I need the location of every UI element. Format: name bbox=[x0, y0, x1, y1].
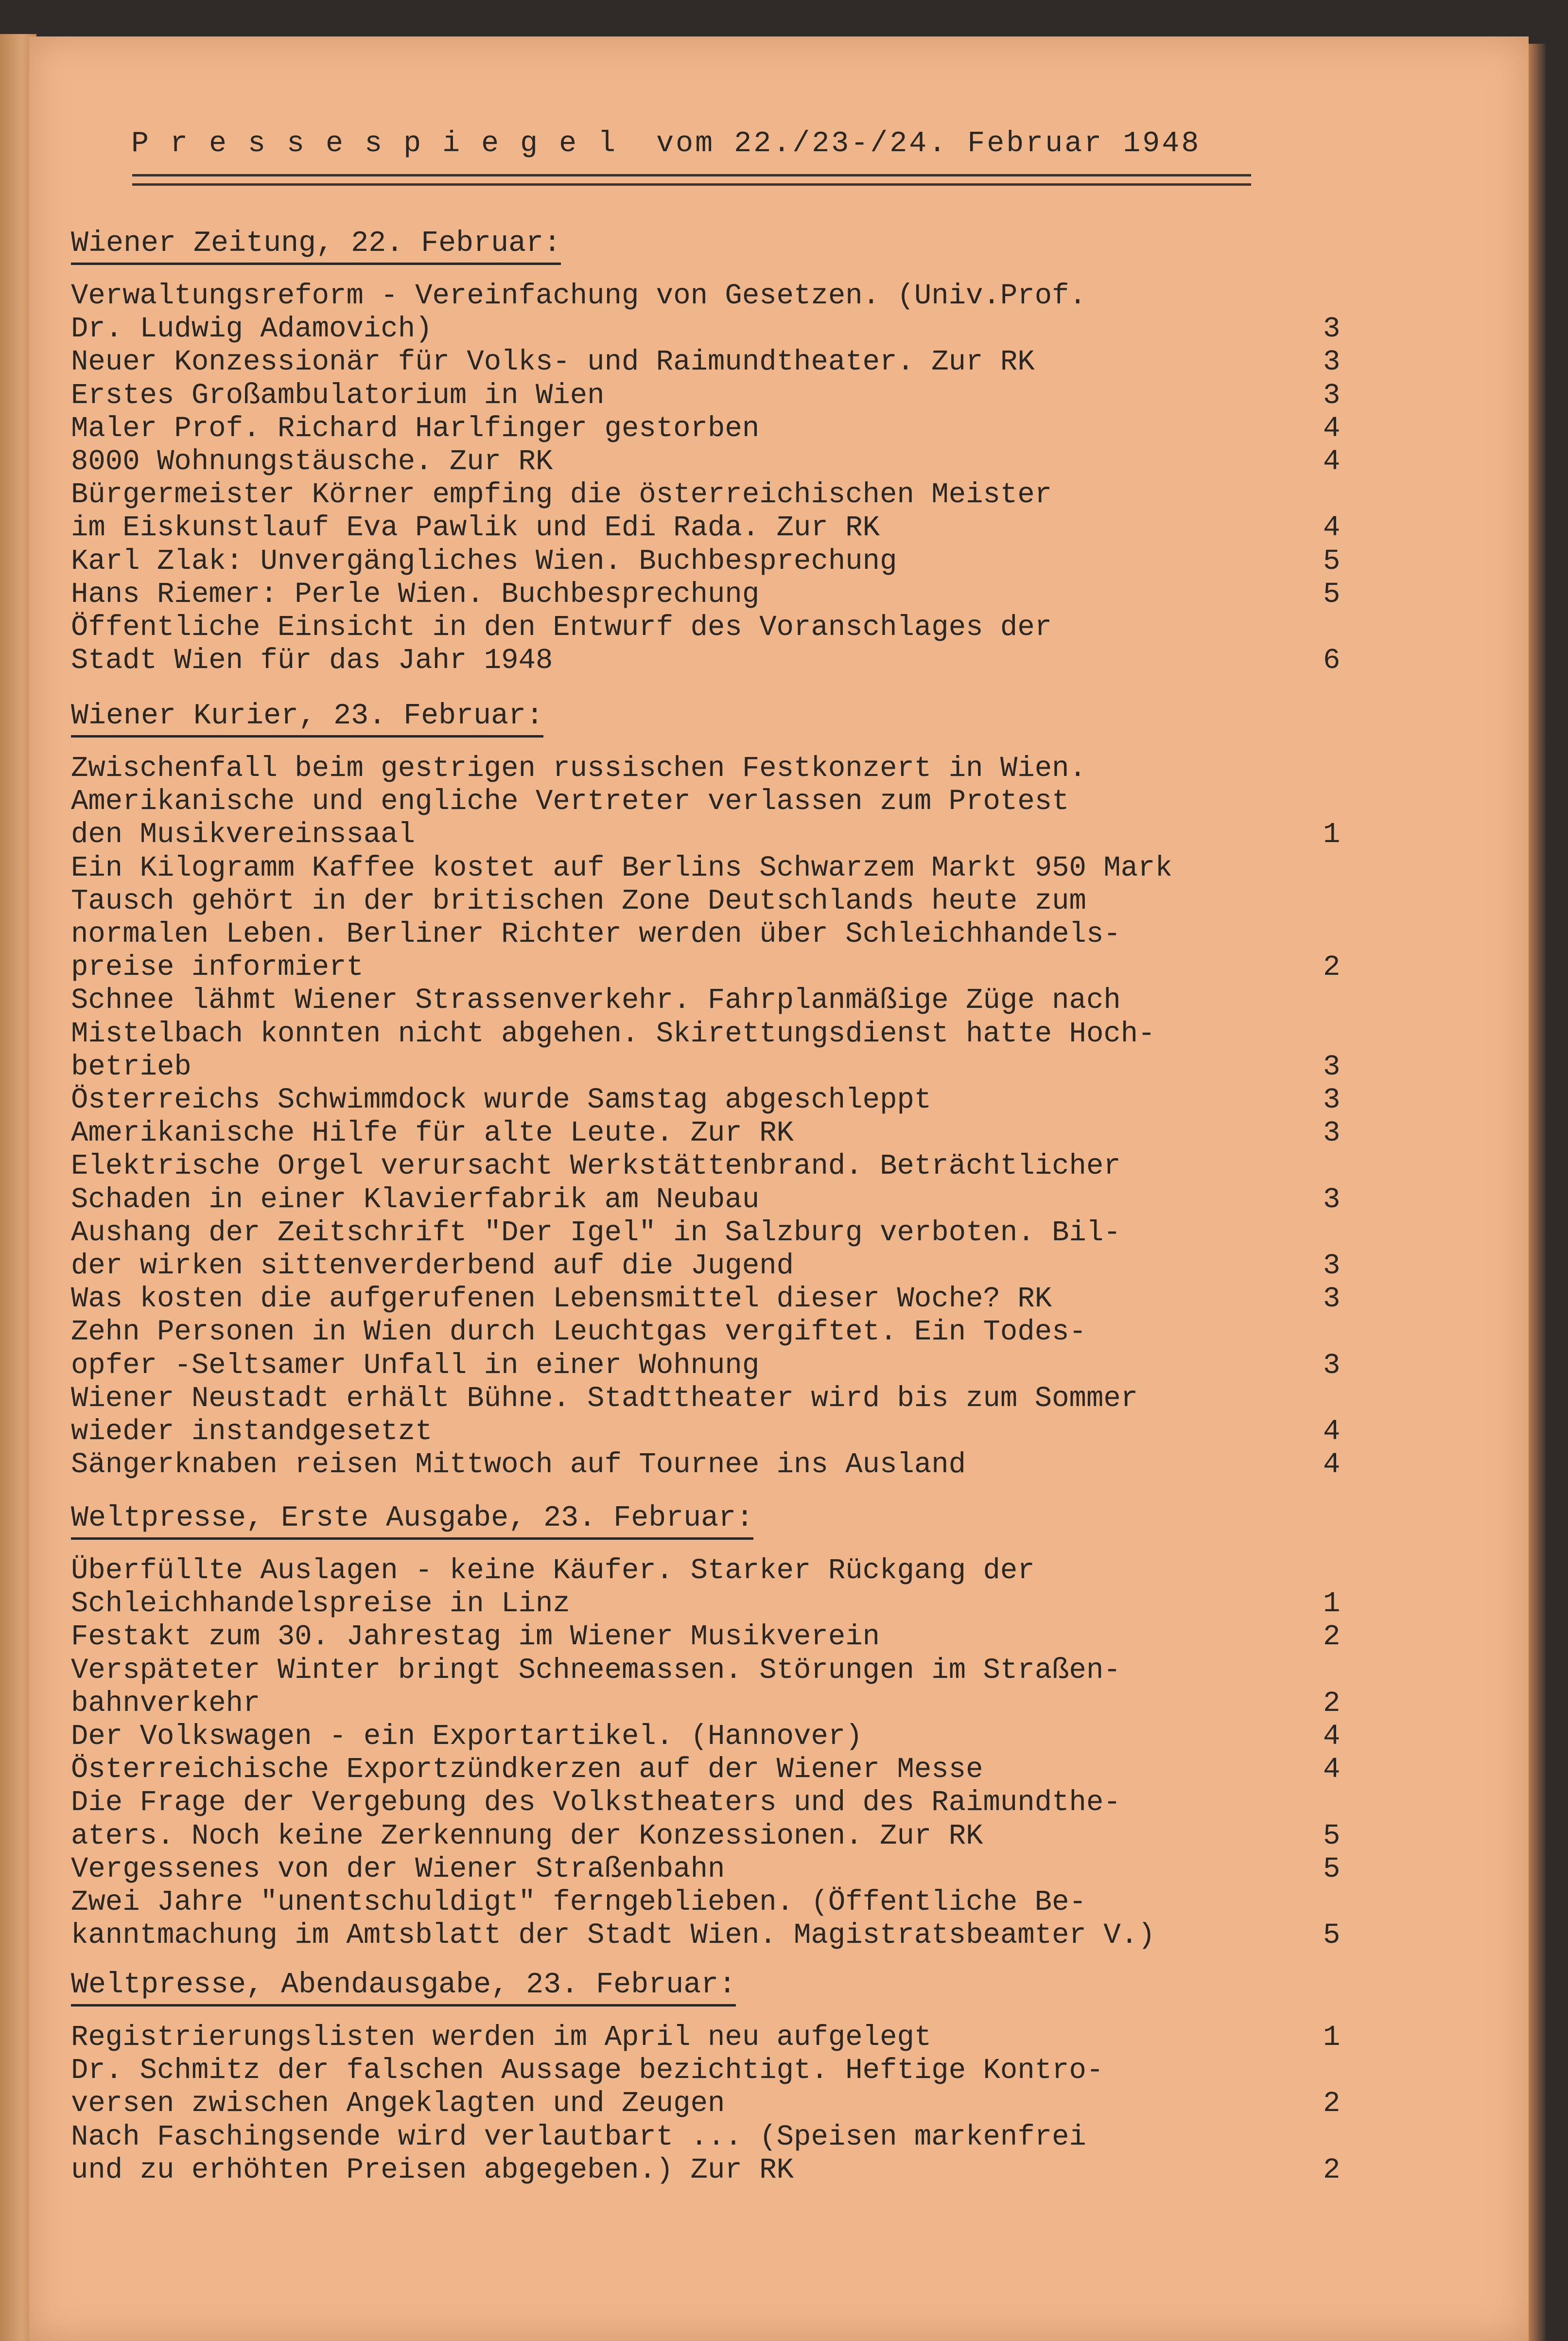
entry-line: Was kosten die aufgerufenen Lebensmittel dieser Woche? RK bbox=[71, 1283, 1052, 1315]
page-number: 4 bbox=[1323, 1415, 1341, 1448]
page-number: 4 bbox=[1323, 445, 1341, 478]
entry-line: Österreichs Schwimmdock wurde Samstag abgeschleppt bbox=[71, 1084, 932, 1116]
page-number: 4 bbox=[1323, 511, 1341, 544]
entry-line: Tausch gehört in der britischen Zone Deutschlands heute zum bbox=[71, 885, 1086, 917]
page-number: 5 bbox=[1323, 578, 1341, 611]
page-number: 1 bbox=[1323, 818, 1341, 851]
entry-line: Verwaltungsreform - Vereinfachung von Gesetzen. (Univ.Prof. bbox=[71, 280, 1086, 312]
entry-line: wieder instandgesetzt bbox=[71, 1415, 433, 1448]
page-number: 3 bbox=[1323, 1051, 1341, 1083]
entry-line: Dr. Ludwig Adamovich) bbox=[71, 313, 433, 345]
entry-line: Die Frage der Vergebung des Volkstheaters und des Raimundthe- bbox=[71, 1786, 1121, 1819]
page-number: 6 bbox=[1323, 644, 1341, 677]
page-number: 2 bbox=[1323, 951, 1341, 984]
page-number: 2 bbox=[1323, 2087, 1341, 2120]
entry-line: den Musikvereinssaal bbox=[71, 818, 416, 851]
entry-line: kanntmachung im Amtsblatt der Stadt Wien. Magistratsbeamter V.) bbox=[71, 1919, 1155, 1952]
page-number: 3 bbox=[1323, 1250, 1341, 1282]
entry-line: Sängerknaben reisen Mittwoch auf Tournee ins Ausland bbox=[71, 1448, 966, 1481]
entry-line: Vergessenes von der Wiener Straßenbahn bbox=[71, 1853, 725, 1885]
page-number: 2 bbox=[1323, 1620, 1341, 1653]
entry-line: Schleichhandelspreise in Linz bbox=[71, 1587, 570, 1620]
entry-line: Wiener Neustadt erhält Bühne. Stadttheater wird bis zum Sommer bbox=[71, 1382, 1138, 1415]
page-number: 4 bbox=[1323, 1448, 1341, 1481]
entry-line: Österreichische Exportzündkerzen auf der Wiener Messe bbox=[71, 1753, 983, 1786]
entry-line: preise informiert bbox=[71, 951, 364, 984]
title-double-rule bbox=[132, 174, 1251, 186]
page-number: 3 bbox=[1323, 1183, 1341, 1216]
page-number: 3 bbox=[1323, 1349, 1341, 1382]
entry-line: 8000 Wohnungstäusche. Zur RK bbox=[71, 445, 553, 478]
page-number: 3 bbox=[1323, 346, 1341, 378]
page-title: P r e s s e s p i e g e l vom 22./23-/24. Februar 1948 bbox=[131, 127, 1201, 160]
entry-line: Hans Riemer: Perle Wien. Buchbesprechung bbox=[71, 578, 760, 611]
section-title: Wiener Zeitung, 22. Februar: bbox=[71, 228, 561, 265]
section-title: Weltpresse, Erste Ausgabe, 23. Februar: bbox=[71, 1502, 753, 1540]
entry-line: Festakt zum 30. Jahrestag im Wiener Musikverein bbox=[71, 1620, 880, 1653]
entry-line: Bürgermeister Körner empfing die österreichischen Meister bbox=[71, 478, 1052, 511]
entry-line: opfer -Seltsamer Unfall in einer Wohnung bbox=[71, 1349, 760, 1382]
page-number: 2 bbox=[1323, 1687, 1341, 1720]
page-number: 5 bbox=[1323, 1820, 1341, 1852]
entry-line: Zwischenfall beim gestrigen russischen Festkonzert in Wien. bbox=[71, 752, 1086, 785]
entry-line: normalen Leben. Berliner Richter werden über Schleichhandels- bbox=[71, 918, 1121, 950]
entry-line: Verspäteter Winter bringt Schneemassen. Störungen im Straßen- bbox=[71, 1654, 1121, 1687]
entry-line: Amerikanische Hilfe für alte Leute. Zur RK bbox=[71, 1117, 794, 1149]
entry-line: Überfüllte Auslagen - keine Käufer. Starker Rückgang der bbox=[71, 1554, 1035, 1587]
page-number: 4 bbox=[1323, 1720, 1341, 1753]
entry-line: bahnverkehr bbox=[71, 1687, 261, 1720]
page-number: 3 bbox=[1323, 1117, 1341, 1149]
entry-line: Zehn Personen in Wien durch Leuchtgas vergiftet. Ein Todes- bbox=[71, 1316, 1086, 1348]
entry-line: Erstes Großambulatorium in Wien bbox=[71, 379, 605, 412]
entry-line: Zwei Jahre "unentschuldigt" ferngeblieben. (Öffentliche Be- bbox=[71, 1886, 1086, 1919]
entry-line: Dr. Schmitz der falschen Aussage bezichtigt. Heftige Kontro- bbox=[71, 2054, 1104, 2087]
entry-line: der wirken sittenverderbend auf die Jugend bbox=[71, 1250, 794, 1282]
entry-line: Elektrische Orgel verursacht Werkstättenbrand. Beträchtlicher bbox=[71, 1150, 1121, 1182]
entry-line: Der Volkswagen - ein Exportartikel. (Hannover) bbox=[71, 1720, 863, 1753]
entry-line: aters. Noch keine Zerkennung der Konzessionen. Zur RK bbox=[71, 1820, 983, 1852]
entry-line: Schnee lähmt Wiener Strassenverkehr. Fahrplanmäßige Züge nach bbox=[71, 984, 1121, 1017]
entry-line: Nach Faschingsende wird verlautbart ... (Speisen markenfrei bbox=[71, 2121, 1086, 2153]
section-title: Wiener Kurier, 23. Februar: bbox=[71, 700, 543, 738]
entry-line: versen zwischen Angeklagten und Zeugen bbox=[71, 2087, 725, 2120]
entry-line: Aushang der Zeitschrift "Der Igel" in Salzburg verboten. Bil- bbox=[71, 1216, 1121, 1249]
page-number: 4 bbox=[1323, 412, 1341, 445]
entry-line: betrieb bbox=[71, 1051, 192, 1083]
page-number: 4 bbox=[1323, 1753, 1341, 1786]
entry-line: im Eiskunstlauf Eva Pawlik und Edi Rada. Zur RK bbox=[71, 511, 880, 544]
page-number: 5 bbox=[1323, 1919, 1341, 1952]
page-number: 1 bbox=[1323, 2021, 1341, 2054]
page-number: 3 bbox=[1323, 379, 1341, 412]
entry-line: und zu erhöhten Preisen abgegeben.) Zur RK bbox=[71, 2154, 794, 2186]
entry-line: Karl Zlak: Unvergängliches Wien. Buchbesprechung bbox=[71, 545, 897, 578]
page-number: 3 bbox=[1323, 1283, 1341, 1315]
page-number: 3 bbox=[1323, 1084, 1341, 1116]
entry-line: Registrierungslisten werden im April neu aufgelegt bbox=[71, 2021, 932, 2054]
entry-line: Amerikanische und engliche Vertreter verlassen zum Protest bbox=[71, 785, 1069, 818]
page-number: 5 bbox=[1323, 1853, 1341, 1885]
entry-line: Mistelbach konnten nicht abgehen. Skirettungsdienst hatte Hoch- bbox=[71, 1018, 1155, 1050]
section-title: Weltpresse, Abendausgabe, 23. Februar: bbox=[71, 1969, 736, 2007]
entry-line: Schaden in einer Klavierfabrik am Neubau bbox=[71, 1183, 760, 1216]
page-number: 3 bbox=[1323, 313, 1341, 345]
entry-line: Ein Kilogramm Kaffee kostet auf Berlins Schwarzem Markt 950 Mark bbox=[71, 852, 1172, 884]
entry-line: Öffentliche Einsicht in den Entwurf des Voranschlages der bbox=[71, 611, 1052, 644]
entry-line: Stadt Wien für das Jahr 1948 bbox=[71, 644, 553, 677]
page-edge-shadow bbox=[1529, 44, 1546, 2341]
entry-line: Neuer Konzessionär für Volks- und Raimundtheater. Zur RK bbox=[71, 346, 1035, 378]
entry-line: Maler Prof. Richard Harlfinger gestorben bbox=[71, 412, 760, 445]
page-number: 1 bbox=[1323, 1587, 1341, 1620]
page-number: 5 bbox=[1323, 545, 1341, 578]
page-number: 2 bbox=[1323, 2154, 1341, 2186]
